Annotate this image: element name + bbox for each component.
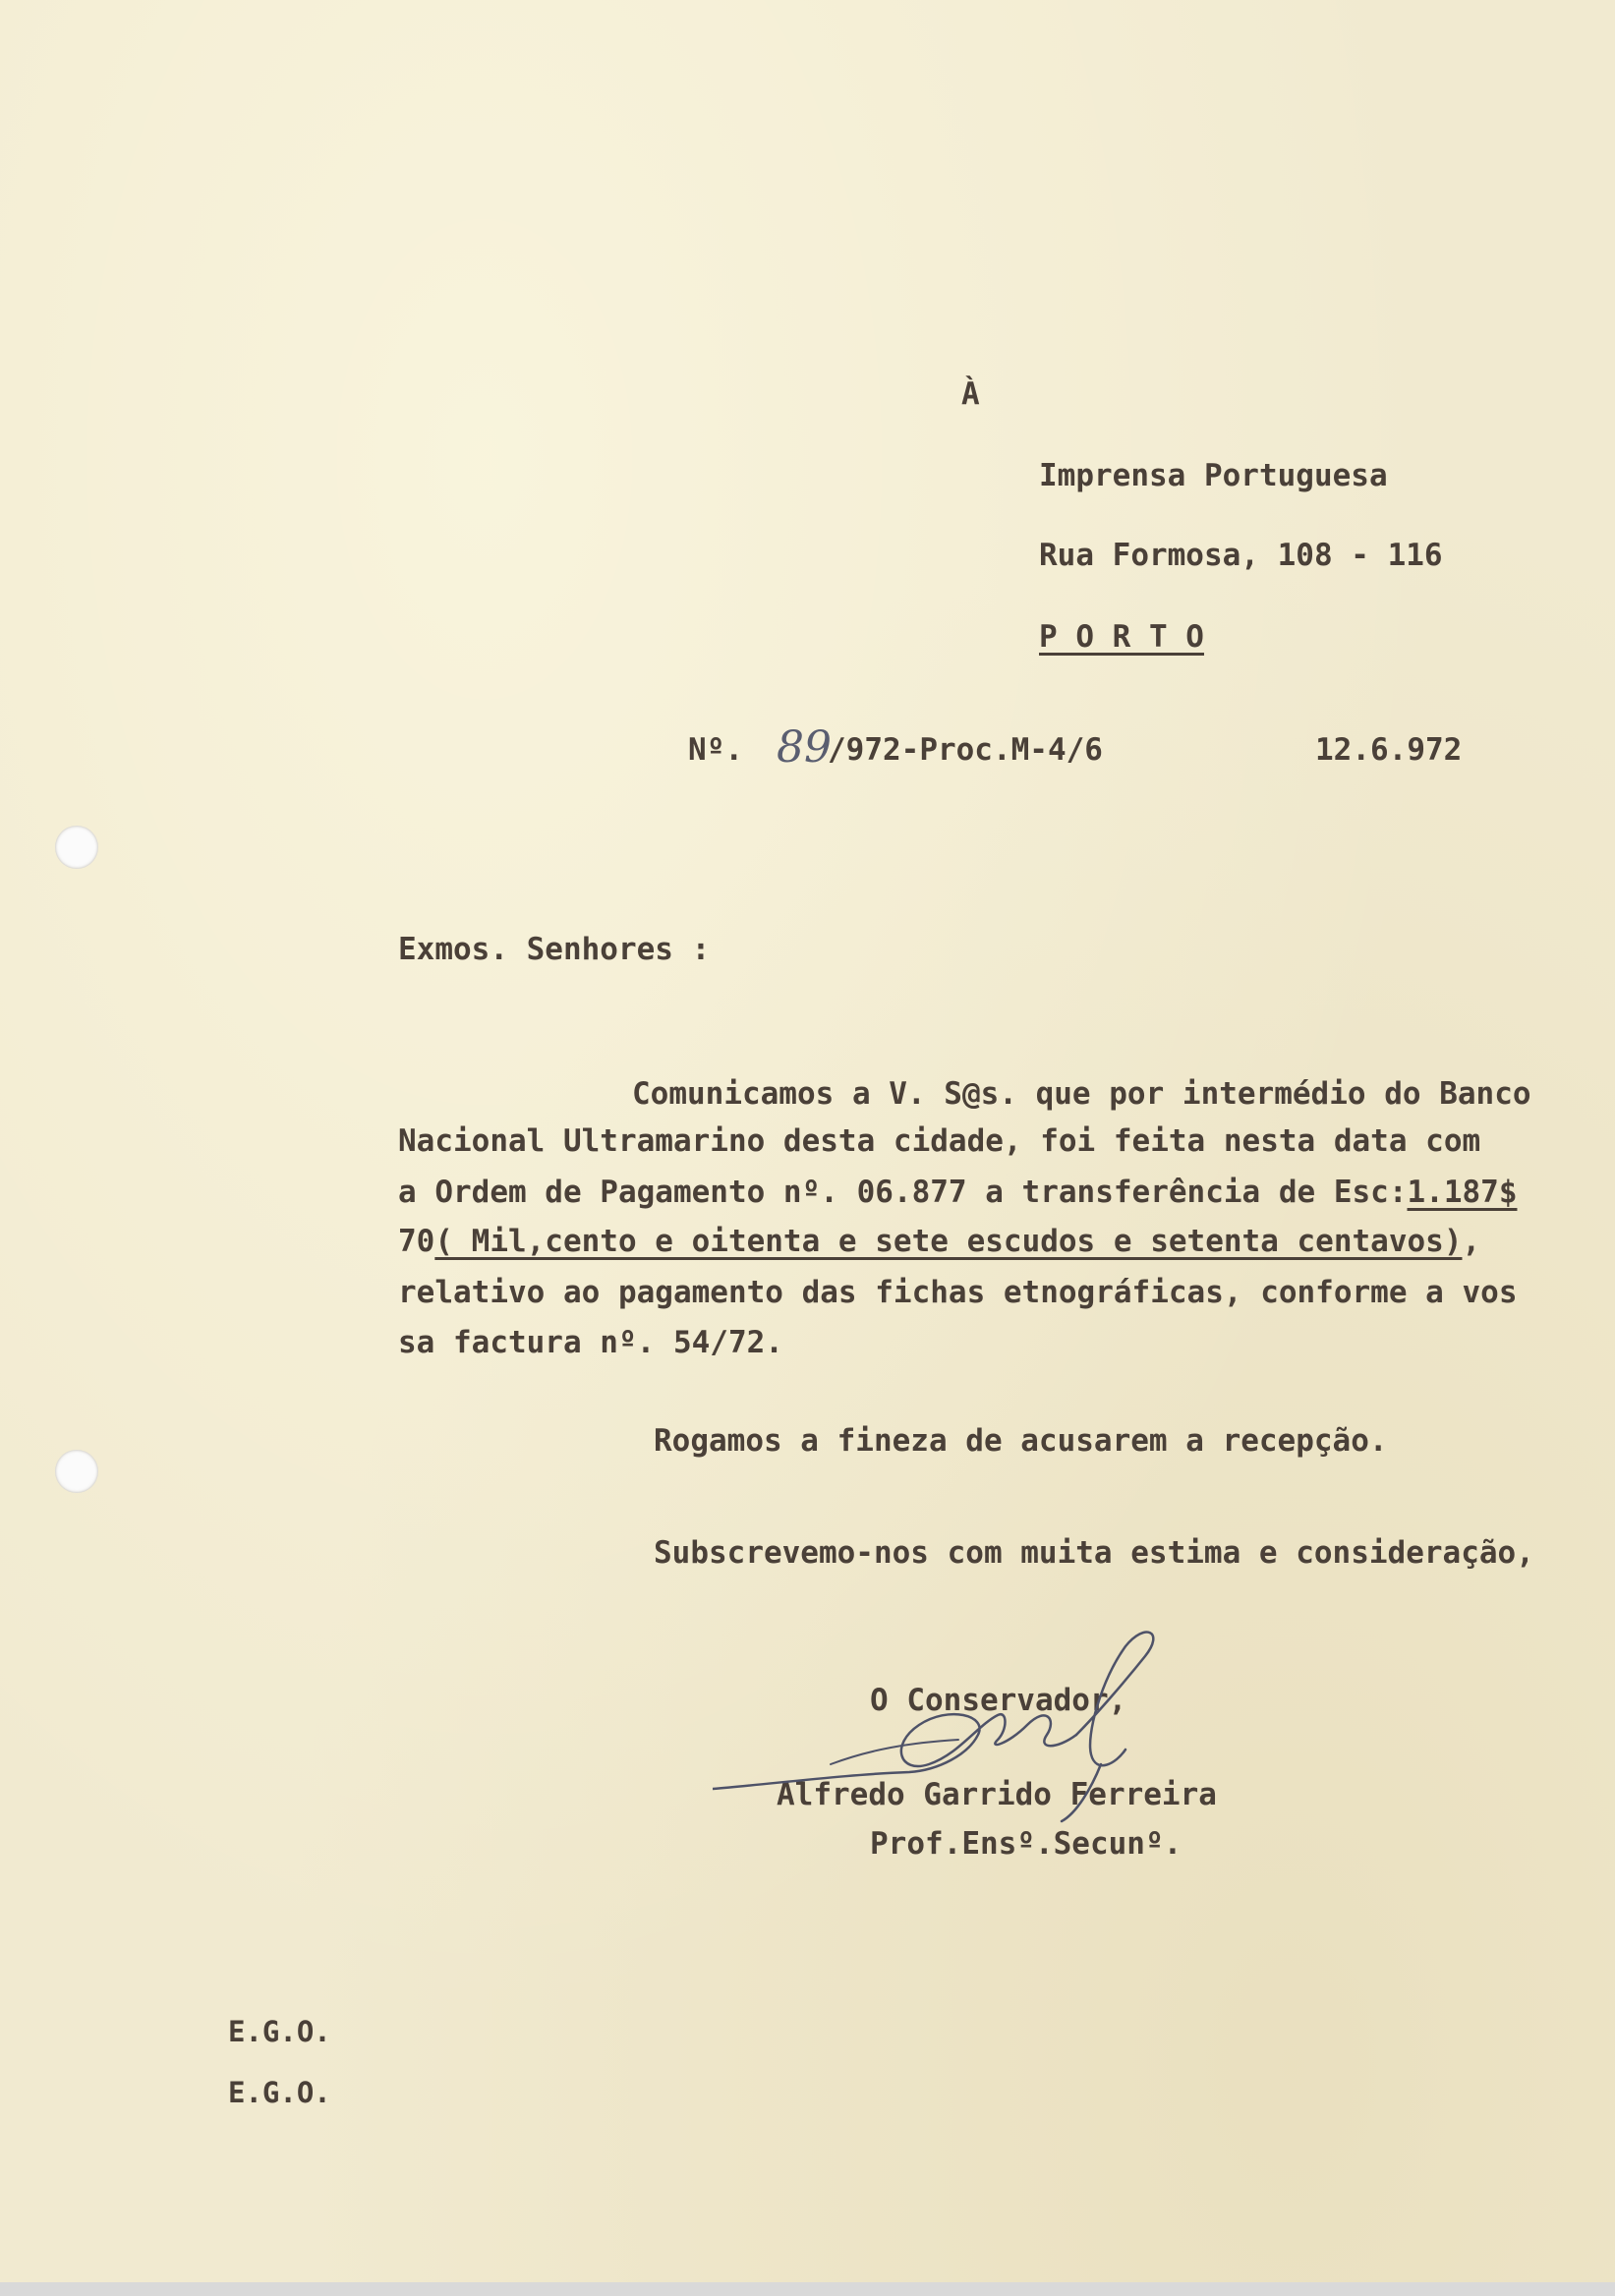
closing-request: Rogamos a fineza de acusarem a recepção. xyxy=(654,1423,1388,1459)
punch-hole-bottom xyxy=(55,1450,98,1493)
body-line-1: Comunicamos a V. S@s. que por intermédio do Banco xyxy=(632,1076,1531,1112)
footer-initials-2: E.G.O. xyxy=(228,2076,331,2109)
recipient-prefix: À xyxy=(961,376,980,412)
body-line-4 xyxy=(398,1224,1480,1259)
recipient-city: P O R T O xyxy=(1039,619,1204,655)
reference-suffix: /972-Proc.M-4/6 xyxy=(828,732,1103,768)
signatory-position: Prof.Ensº.Secunº. xyxy=(870,1826,1182,1862)
body-line-5: relativo ao pagamento das fichas etnográficas, conforme a vos xyxy=(398,1275,1518,1310)
handwritten-signature xyxy=(713,1627,1263,1823)
body-line-3 xyxy=(398,1175,1517,1210)
signatory-name: Alfredo Garrido Ferreira xyxy=(777,1777,1217,1812)
recipient-street: Rua Formosa, 108 - 116 xyxy=(1039,538,1443,573)
body-line-6: sa factura nº. 54/72. xyxy=(398,1325,783,1360)
letter-date: 12.6.972 xyxy=(1315,732,1463,768)
punch-hole-top xyxy=(55,826,98,869)
closing-formula: Subscrevemo-nos com muita estima e consideração, xyxy=(654,1535,1534,1571)
body-line-2: Nacional Ultramarino desta cidade, foi feita nesta data com xyxy=(398,1123,1481,1159)
body-line-3-text: a Ordem de Pagamento nº. 06.877 a transferência de Esc: xyxy=(398,1175,1408,1210)
amount-tail: , xyxy=(1462,1224,1481,1259)
amount-cents: 70 xyxy=(398,1224,435,1259)
amount-in-words: ( Mil,cento e oitenta e sete escudos e setenta centavos) xyxy=(434,1224,1463,1259)
footer-initials-1: E.G.O. xyxy=(228,2015,331,2048)
reference-label: Nº. xyxy=(688,732,743,768)
reference-number-handwritten: 89 xyxy=(777,722,832,773)
amount-figure: 1.187$ xyxy=(1407,1175,1518,1210)
recipient-name: Imprensa Portuguesa xyxy=(1039,458,1388,493)
signature-title: O Conservador, xyxy=(870,1683,1127,1718)
salutation: Exmos. Senhores : xyxy=(398,932,711,967)
scan-edge xyxy=(0,2282,1615,2296)
